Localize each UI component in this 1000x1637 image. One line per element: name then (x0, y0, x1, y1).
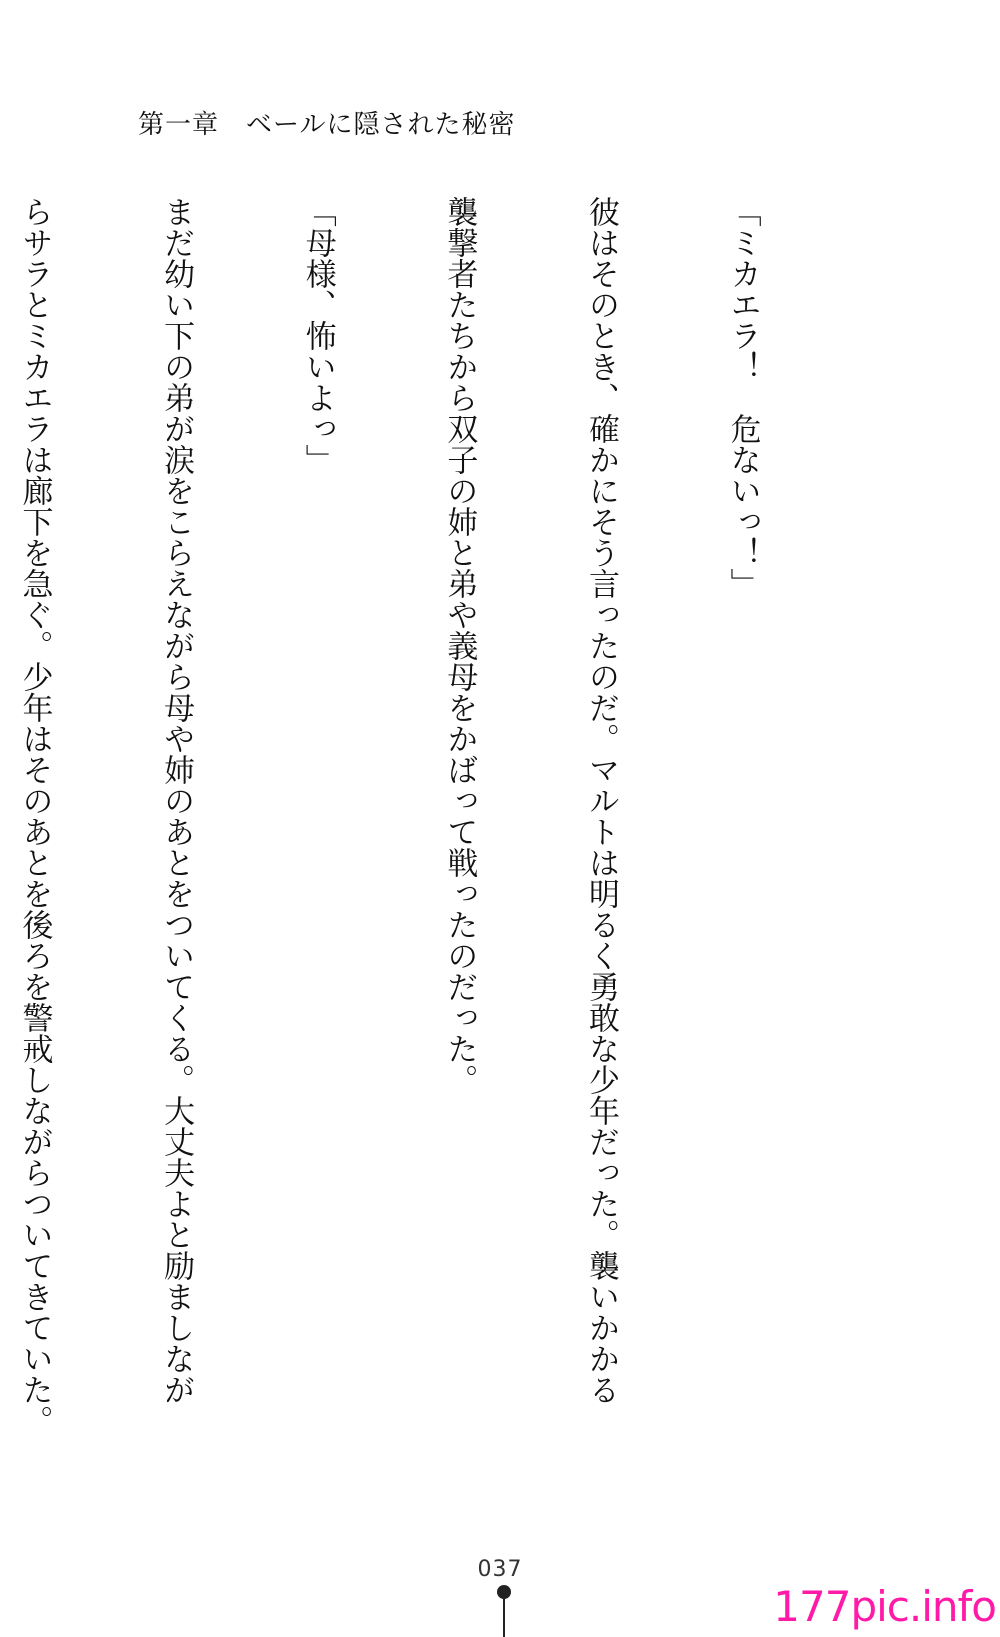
body-text (0, 196, 860, 1436)
text-line: 彼はそのとき、確かにそう言ったのだ。マルトは明るく勇敢な少年だった。襲いかかる (582, 196, 619, 1405)
watermark: 177pic.info (773, 1582, 996, 1631)
chapter-title: 第一章 ベールに隠された秘密 (138, 110, 516, 140)
page-number: 037 (477, 1557, 523, 1582)
text-line: 「母様、怖いよっ」 (299, 196, 336, 475)
page-marker-line (503, 1598, 505, 1637)
page-marker-dot (497, 1585, 511, 1599)
text-line: 「ミカエラ！ 危ないっ！」 (724, 196, 761, 599)
text-line: まだ幼い下の弟が涙をこらえながら母や姉のあとをついてくる。大丈夫よと励ましなが (158, 196, 195, 1405)
text-line: 襲撃者たちから双子の姉と弟や義母をかばって戦ったのだった。 (441, 196, 478, 1095)
text-line: らサラとミカエラは廊下を急ぐ。少年はそのあとを後ろを警戒しながらついてきていた。 (16, 196, 53, 1436)
